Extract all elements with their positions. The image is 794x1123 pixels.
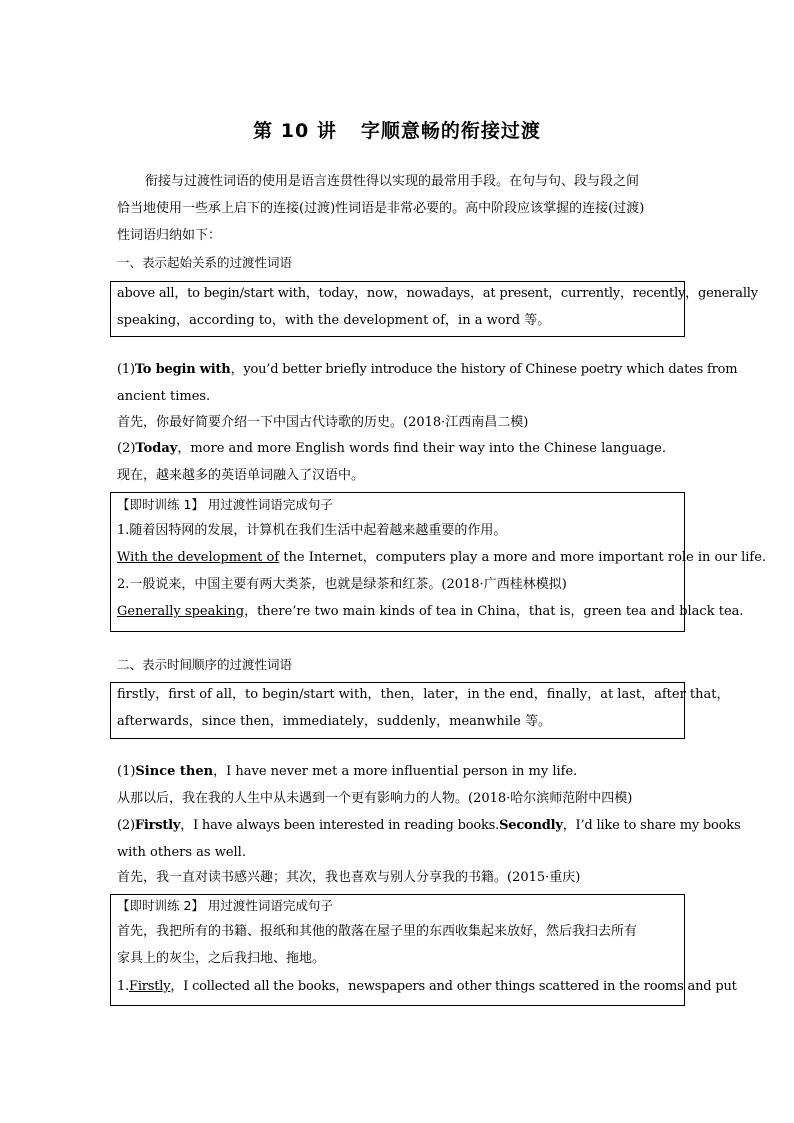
s1-example-1-cn: 首先，你最好简要介绍一下中国古代诗歌的历史。(2018·江西南昌二模) (117, 415, 529, 430)
s2-ex2-keyword-2: Secondly (499, 818, 563, 833)
practice-1-q2: 2.一般说来，中国主要有两大类茶，也就是绿茶和红茶。(2018·广西桂林模拟) (117, 577, 567, 592)
s2-example-2-cn: 首先，我一直对读书感兴趣；其次，我也喜欢与别人分享我的书籍。(2015·重庆) (117, 870, 581, 885)
section2-words-line-2: afterwards，since then，immediately，suddenly，meanwhile 等。 (117, 714, 551, 729)
practice-1-a2: Generally speaking，there’re two main kinds of tea in China，that is，green tea and black tea. (117, 604, 744, 619)
s2-ex2-keyword-1: Firstly (134, 818, 181, 833)
section1-word-box (110, 281, 758, 337)
s1-ex1-keyword: To begin with (134, 362, 231, 377)
practice-2-q1-line-2: 家具上的灰尘，之后我扫地、拖地。 (117, 951, 326, 966)
intro-line-3: 性词语归纳如下： (117, 228, 222, 243)
practice-2-a1-answer: Firstly (129, 979, 171, 994)
lesson-number: 第 10 讲 (253, 120, 337, 142)
practice-1-q1: 1.随着因特网的发展，计算机在我们生活中起着越来越重要的作用。 (117, 523, 507, 538)
s2-example-1-cn: 从那以后，我在我的人生中从未遇到一个更有影响力的人物。(2018·哈尔滨师范附中四模) (117, 791, 633, 806)
s2-example-1: (1)Since then，I have never met a more influential person in my life. (117, 764, 578, 779)
section1-heading: 一、表示起始关系的过渡性词语 (117, 255, 293, 270)
practice-1-a1-answer: With the development of (117, 550, 280, 565)
s2-example-2-cont: with others as well. (117, 845, 246, 860)
intro-line-2: 恰当地使用一些承上启下的连接(过渡)性词语是非常必要的。高中阶段应该掌握的连接(过渡) (117, 201, 645, 216)
s1-example-2-cn: 现在，越来越多的英语单词融入了汉语中。 (117, 468, 365, 483)
s1-ex2-keyword: Today (135, 441, 178, 456)
practice-2-a1: 1.Firstly，I collected all the books，newspapers and other things scattered in the rooms and put (117, 979, 737, 994)
section2-heading: 二、表示时间顺序的过渡性词语 (117, 657, 293, 672)
section2-word-box (110, 682, 730, 739)
practice-box-2 (110, 894, 737, 1006)
practice-1-a1: With the development of the Internet，computers play a more and more important role in our life. (117, 550, 767, 565)
s2-example-2: (2)Firstly，I have always been interested in reading books.Secondly，I’d like to share my books (117, 818, 741, 833)
lesson-topic: 字顺意畅的衔接过渡 (360, 120, 541, 142)
section1-words-line-2: speaking，according to，with the development of，in a word 等。 (117, 313, 551, 328)
intro-line-1: 衔接与过渡性词语的使用是语言连贯性得以实现的最常用手段。在句与句、段与段之间 (145, 174, 640, 189)
section2-words-line-1: firstly，first of all，to begin/start with，then，later，in the end，finally，at last，after that， (117, 687, 730, 702)
s2-ex1-keyword: Since then (135, 764, 214, 779)
practice-2-header: 【即时训练 2】 用过渡性词语完成句子 (117, 898, 333, 913)
section1-words-line-1: above all，to begin/start with，today，now，nowadays，at present，currently，recently，generally (117, 286, 758, 301)
practice-2-q1-line-1: 首先，我把所有的书籍、报纸和其他的散落在屋子里的东西收集起来放好，然后我扫去所有 (117, 924, 638, 939)
s1-example-1-cont: ancient times. (117, 389, 211, 404)
practice-1-header: 【即时训练 1】 用过渡性词语完成句子 (117, 497, 333, 512)
practice-box-1 (110, 492, 767, 632)
practice-1-a2-answer: Generally speaking (117, 604, 245, 619)
s1-example-1: (1)To begin with，you’d better briefly introduce the history of Chinese poetry which dates from (117, 362, 738, 377)
page-title (0, 116, 794, 143)
s1-example-2: (2)Today，more and more English words find their way into the Chinese language. (117, 441, 666, 456)
